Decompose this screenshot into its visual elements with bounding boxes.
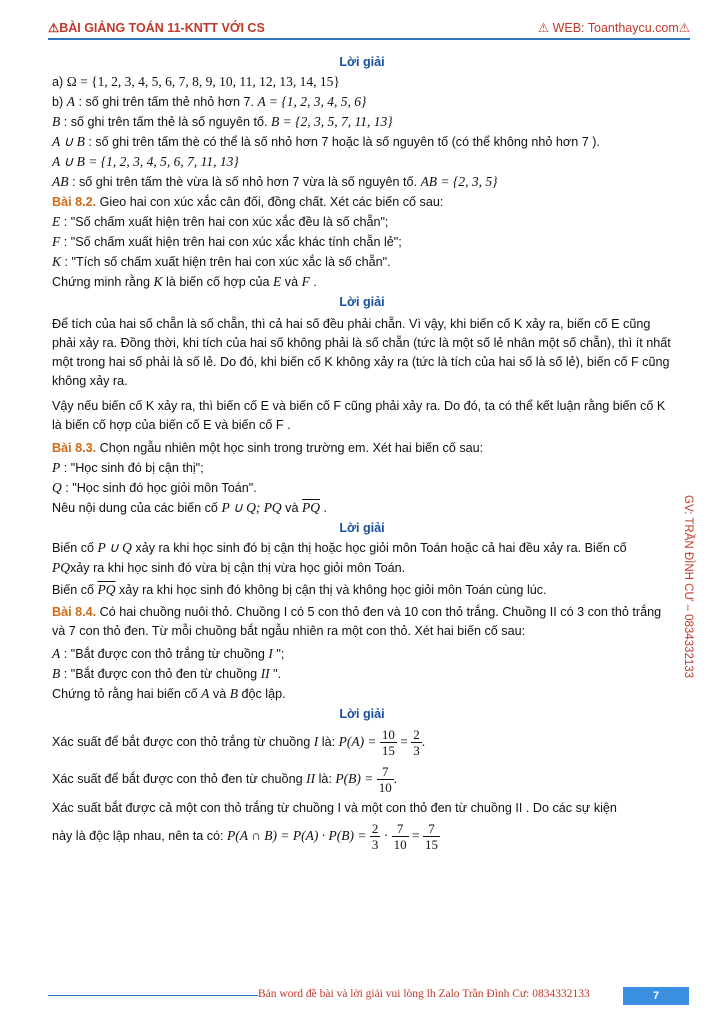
- solution-heading: Lời giải: [339, 707, 385, 721]
- event-a-union-b-set: A ∪ B = {1, 2, 3, 4, 5, 6, 7, 11, 13}: [52, 154, 239, 169]
- event-q: Q : "Học sinh đó học giỏi môn Toán".: [52, 480, 257, 495]
- fraction: $\frac{2}{3}$: [413, 727, 420, 758]
- solution-line: Xác suất bắt được cả một con thỏ trắng từ chuồng I và một con thỏ đen từ chuồng II . Do các sự kiện: [52, 801, 617, 815]
- fraction: $\frac{7}{10}$: [378, 764, 392, 795]
- page-content: [52, 55, 672, 858]
- event-a-rabbit: A : "Bắt được con thỏ trắng từ chuồng I ";: [52, 646, 285, 661]
- event-e: E : "Số chấm xuất hiện trên hai con xúc xắc đều là số chẵn";: [52, 214, 389, 229]
- fraction: $\frac{2}{3}$: [371, 821, 379, 852]
- prove-statement: Chứng tỏ rằng hai biến cố A và B độc lập.: [52, 686, 286, 701]
- solution-paragraph: Vậy nếu biến cố K xảy ra, thì biến cố E và biến cố F cũng phải xảy ra. Do đó, ta có thể kết luận rằng biến cố K là biến cố hợp của biến cố E và biến cố F .: [52, 399, 666, 432]
- solution-heading: Lời giải: [339, 55, 385, 69]
- fraction: $\frac{7}{15}$: [424, 821, 438, 852]
- probability-intersection: này là độc lập nhau, nên ta có: P(A ∩ B) = P(A) · P(B) = $\frac{2}{3}$ · $\frac{7}{10}$ = $\frac{7}{15}$: [52, 821, 438, 852]
- footer-contact: Bản word đề bài và lời giải vui lòng lh Zalo Trần Đình Cư: 0834332133: [258, 988, 590, 1000]
- exercise-8-2: Bài 8.2. Gieo hai con xúc xắc cân đối, đồng chất. Xét các biến cố sau:: [52, 195, 444, 209]
- event-a-union-b: A ∪ B : số ghi trên tấm thè có thể là số nhỏ hơn 7 hoặc là số nguyên tố (có thể không nhỏ hơn 7 ).: [52, 134, 600, 149]
- page-header: [48, 18, 690, 38]
- solution-paragraph: Để tích của hai số chẵn là số chẵn, thì cả hai số đều phải chẵn. Vì vậy, khi biến cố K xảy ra, biến cố E cũng phải xảy ra. Đồng thời, khi tích của hai số không phải là số chẵn (tức là một số lẻ nhân một số chẵn), thì ít nhất một trong hai số phải là số lẻ. Do đó, khi biến cố K không xảy ra (tức là tích của hai số là số lẻ), biến cố F cũng không xảy ra.: [52, 317, 671, 388]
- probability-a: Xác suất để bắt được con thỏ trắng từ chuồng I là: P(A) = $\frac{10}{15}$ = $\frac{2}{3}$ .: [52, 727, 426, 758]
- footer-divider: [48, 995, 258, 996]
- fraction: $\frac{7}{10}$: [393, 821, 407, 852]
- exercise-label: Bài 8.2.: [52, 195, 97, 209]
- exercise-8-4: Bài 8.4. Có hai chuồng nuôi thỏ. Chuồng I có 5 con thỏ đen và 10 con thỏ trắng. Chuồng II có 3 con thỏ trắng và 7 con thỏ đen. Từ mỗi chuồng bắt ngẫu nhiên ra một con thỏ. Xét hai biến cố sau:: [52, 605, 662, 638]
- event-a: b) A : số ghi trên tấm thẻ nhỏ hơn 7. A = {1, 2, 3, 4, 5, 6}: [52, 94, 367, 109]
- event-b-rabbit: B : "Bắt được con thỏ đen từ chuồng II ".: [52, 666, 282, 681]
- event-k: K : "Tích số chấm xuất hiện trên hai con xúc xắc là số chẵn".: [52, 254, 391, 269]
- exercise-label: Bài 8.4.: [52, 605, 97, 619]
- event-p: P : "Học sinh đó bị cận thị";: [52, 460, 204, 475]
- header-title: ⚠BÀI GIẢNG TOÁN 11-KNTT VỚI CS: [48, 21, 265, 35]
- fraction: $\frac{10}{15}$: [381, 727, 395, 758]
- solution-line: Biến cố P ∪ Q xảy ra khi học sinh đó bị cận thị hoặc học giỏi môn Toán hoặc cả hai đều xảy ra. Biến cố: [52, 540, 627, 555]
- exercise-label: Bài 8.3.: [52, 441, 97, 455]
- solution-heading: Lời giải: [339, 521, 385, 535]
- header-divider: [48, 38, 690, 40]
- prove-statement: Chứng minh rằng K là biến cố hợp của E và F .: [52, 274, 317, 289]
- solution-line: PQxảy ra khi học sinh đó vừa bị cận thị vừa học giỏi môn Toán.: [52, 560, 406, 575]
- header-website[interactable]: ⚠ WEB: Toanthaycu.com⚠: [537, 21, 690, 35]
- solution-heading: Lời giải: [339, 295, 385, 309]
- probability-b: Xác suất để bắt được con thỏ đen từ chuồng II là: P(B) = $\frac{7}{10}$ .: [52, 764, 398, 795]
- event-ab: AB : số ghi trên tấm thè vừa là số nhỏ hơn 7 vừa là số nguyên tố. AB = {2, 3, 5}: [52, 174, 498, 189]
- sample-space: a) Ω = {1, 2, 3, 4, 5, 6, 7, 8, 9, 10, 11, 12, 13, 14, 15}: [52, 74, 340, 89]
- event-b: B : số ghi trên tấm thẻ là số nguyên tố. B = {2, 3, 5, 7, 11, 13}: [52, 114, 393, 129]
- side-author: [684, 495, 704, 685]
- side-author-text: GV: TRẦN ĐÌNH CƯ – 0834332133: [682, 495, 694, 679]
- exercise-8-3: Bài 8.3. Chọn ngẫu nhiên một học sinh trong trường em. Xét hai biến cố sau:: [52, 441, 484, 455]
- solution-line: Biến cố $\overline{PQ}$ xảy ra khi học sinh đó không bị cận thị và không học giỏi môn Toán cùng lúc.: [52, 582, 547, 597]
- page-number: 7: [623, 987, 689, 1005]
- question-statement: Nêu nội dung của các biến cố P ∪ Q; PQ và $\overline{PQ}$ .: [52, 500, 327, 515]
- event-f: F : "Số chấm xuất hiện trên hai con xúc xắc khác tính chẵn lẻ";: [52, 234, 402, 249]
